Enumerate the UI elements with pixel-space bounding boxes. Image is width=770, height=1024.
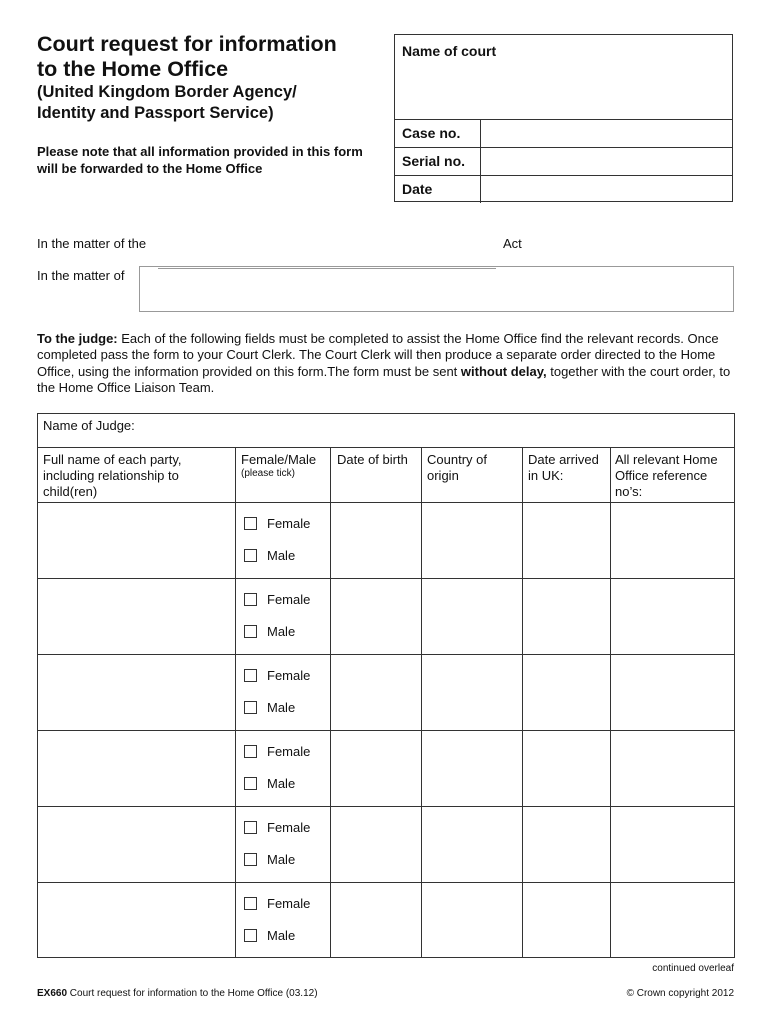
date-row: [395, 175, 732, 203]
header-arrived: Date arrived in UK:: [528, 452, 599, 483]
serial-number-row: [395, 147, 732, 175]
male-checkbox[interactable]: [244, 853, 257, 866]
forwarding-note: Please note that all information provided in this form will be forwarded to the Home Office: [37, 144, 363, 176]
judge-instructions-text-2: together with the court order, to the Home Office Liaison Team.: [37, 363, 731, 395]
female-option[interactable]: [244, 516, 310, 531]
female-checkbox[interactable]: [244, 897, 257, 910]
judge-instructions: [37, 331, 737, 396]
form-reference-title: Court request for information to the Home Office (03.12): [67, 988, 318, 999]
female-checkbox[interactable]: [244, 745, 257, 758]
female-label: Female: [267, 668, 311, 683]
title-line-2: to the Home Office: [37, 57, 229, 81]
form-subtitle: [37, 82, 297, 124]
header-sex: [241, 452, 329, 480]
serial-number-label: Serial no.: [402, 153, 466, 169]
case-number-input[interactable]: [481, 120, 732, 147]
male-label: Male: [267, 928, 296, 943]
male-checkbox[interactable]: [244, 549, 257, 562]
female-checkbox[interactable]: [244, 669, 257, 682]
header-country: Country of origin: [427, 452, 487, 483]
male-checkbox[interactable]: [244, 929, 257, 942]
male-option[interactable]: [244, 852, 295, 867]
judge-instructions-text-1: Each of the following fields must be completed to assist the Home Office find the relevant records. Once completed pass the form to your Court Clerk. The Court Clerk will then produce a separate order directed to the Home Office, using the information provided on this form.The form must be sent: [37, 331, 719, 379]
male-label: Male: [267, 700, 296, 715]
female-label: Female: [267, 896, 311, 911]
male-label: Male: [267, 776, 296, 791]
header-party: Full name of each party, including relationship to child(ren): [43, 452, 182, 499]
header-sex-label: Female/Male: [241, 452, 317, 467]
header-dob: Date of birth: [337, 452, 408, 467]
female-label: Female: [267, 820, 311, 835]
matter-of-box: [139, 266, 734, 312]
male-label: Male: [267, 624, 296, 639]
act-label: Act: [503, 236, 522, 251]
female-label: Female: [267, 592, 311, 607]
judge-name-label: Name of Judge:: [43, 418, 135, 433]
male-checkbox[interactable]: [244, 777, 257, 790]
female-option[interactable]: [244, 668, 310, 683]
male-option[interactable]: [244, 776, 295, 791]
matter-act-label: In the matter of the: [37, 236, 147, 251]
judge-instructions-bold-middle: without delay,: [460, 363, 547, 379]
male-label: Male: [267, 852, 296, 867]
female-option[interactable]: [244, 592, 310, 607]
female-checkbox[interactable]: [244, 593, 257, 606]
female-checkbox[interactable]: [244, 821, 257, 834]
matter-act-input[interactable]: [158, 251, 500, 267]
female-option[interactable]: [244, 896, 310, 911]
court-name-label: Name of court: [402, 43, 497, 59]
male-option[interactable]: [244, 700, 295, 715]
header-sex-hint: (please tick): [241, 468, 295, 479]
form-title: [37, 32, 337, 82]
male-option[interactable]: [244, 928, 295, 943]
female-checkbox[interactable]: [244, 517, 257, 530]
male-option[interactable]: [244, 548, 295, 563]
date-label: Date: [402, 181, 433, 197]
continued-overleaf: continued overleaf: [652, 963, 734, 974]
matter-of-input[interactable]: [140, 267, 733, 311]
form-code: EX660: [37, 988, 68, 999]
female-label: Female: [267, 516, 311, 531]
male-option[interactable]: [244, 624, 295, 639]
male-checkbox[interactable]: [244, 625, 257, 638]
copyright-notice: © Crown copyright 2012: [626, 988, 734, 999]
male-label: Male: [267, 548, 296, 563]
parties-table: [37, 413, 735, 958]
female-option[interactable]: [244, 820, 310, 835]
footer-form-reference: [37, 988, 318, 999]
date-input[interactable]: [481, 176, 732, 203]
serial-number-input[interactable]: [481, 148, 732, 175]
female-option[interactable]: [244, 744, 310, 759]
subtitle-line-2: Identity and Passport Service): [37, 104, 274, 122]
subtitle-line-1: (United Kingdom Border Agency/: [37, 83, 297, 101]
case-number-label: Case no.: [402, 125, 461, 141]
court-details-box: [394, 34, 733, 202]
court-name-area: [395, 35, 732, 119]
matter-of-label: In the matter of: [37, 268, 125, 283]
female-label: Female: [267, 744, 311, 759]
title-line-1: Court request for information: [37, 32, 337, 56]
case-number-row: [395, 119, 732, 147]
judge-name-row: [38, 414, 734, 448]
header-reference: All relevant Home Office reference no’s:: [615, 452, 718, 499]
judge-instructions-bold-prefix: To the judge:: [37, 331, 118, 346]
male-checkbox[interactable]: [244, 701, 257, 714]
